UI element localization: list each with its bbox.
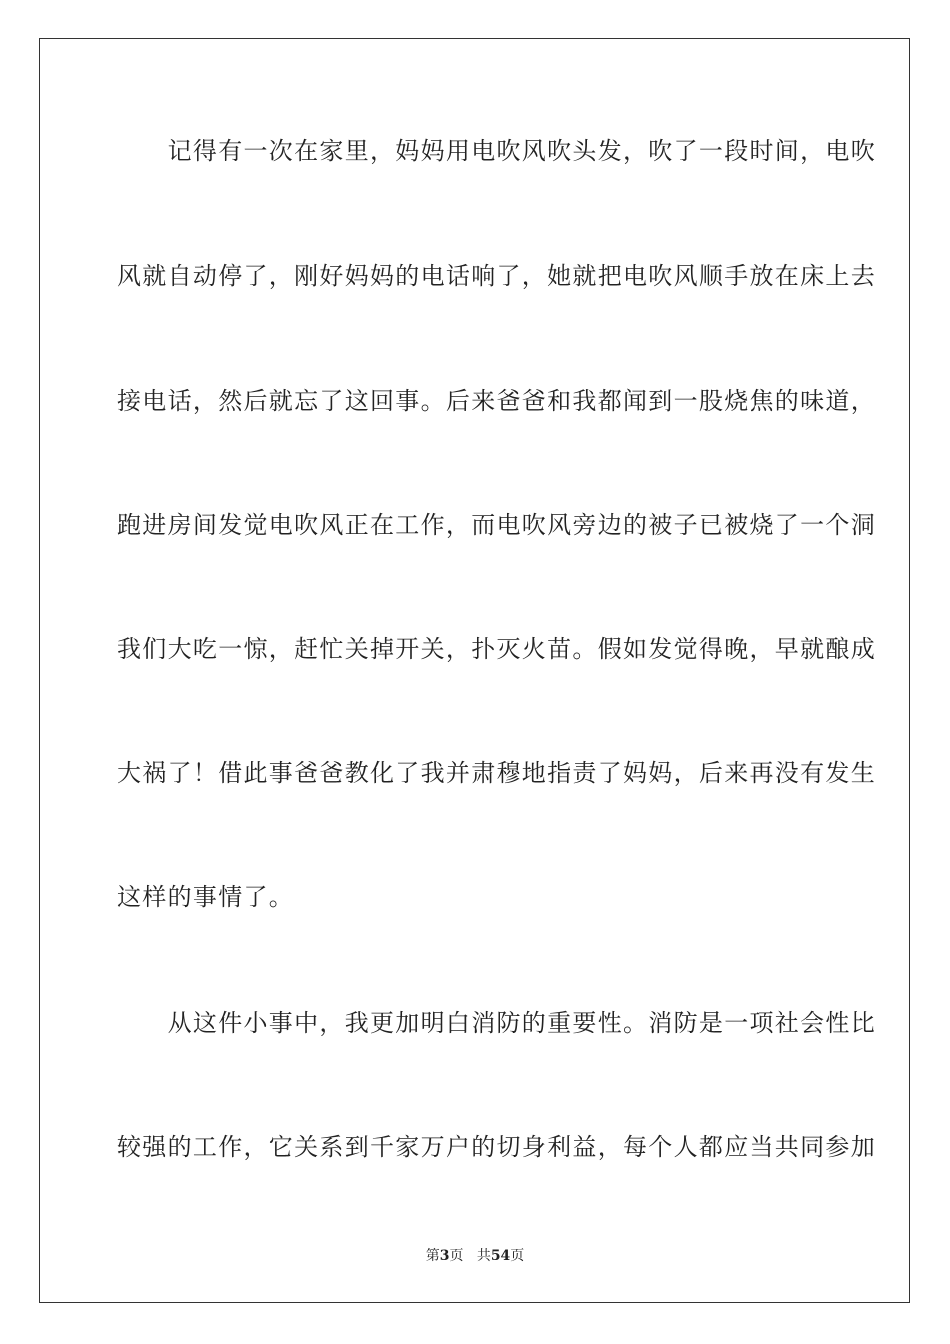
current-page-number: 3	[439, 1248, 450, 1264]
footer-prefix: 第	[425, 1248, 440, 1264]
page-number-footer	[0, 1247, 950, 1265]
footer-total-prefix: 共	[476, 1248, 491, 1264]
paragraph-1-line-5: 我们大吃一惊，赶忙关掉开关，扑灭火苗。假如发觉得晚，早就酿成	[117, 635, 876, 663]
paragraph-1-line-1: 记得有一次在家里，妈妈用电吹风吹头发，吹了一段时间，电吹	[117, 137, 876, 165]
page-border	[39, 38, 910, 1303]
total-pages-number: 54	[490, 1248, 511, 1264]
footer-total-suffix: 页	[510, 1248, 525, 1264]
paragraph-1-line-4: 跑进房间发觉电吹风正在工作，而电吹风旁边的被子已被烧了一个洞	[117, 511, 876, 539]
paragraph-1-line-7: 这样的事情了。	[117, 883, 295, 911]
paragraph-1-line-3: 接电话，然后就忘了这回事。后来爸爸和我都闻到一股烧焦的味道，	[117, 387, 876, 415]
paragraph-2-line-1: 从这件小事中，我更加明白消防的重要性。消防是一项社会性比	[117, 1009, 876, 1037]
paragraph-2-line-2: 较强的工作，它关系到千家万户的切身利益，每个人都应当共同参加	[117, 1133, 876, 1161]
footer-page-suffix: 页	[449, 1248, 464, 1264]
paragraph-1-line-2: 风就自动停了，刚好妈妈的电话响了，她就把电吹风顺手放在床上去	[117, 262, 876, 290]
paragraph-1-line-6: 大祸了！借此事爸爸教化了我并肃穆地指责了妈妈，后来再没有发生	[117, 759, 876, 787]
